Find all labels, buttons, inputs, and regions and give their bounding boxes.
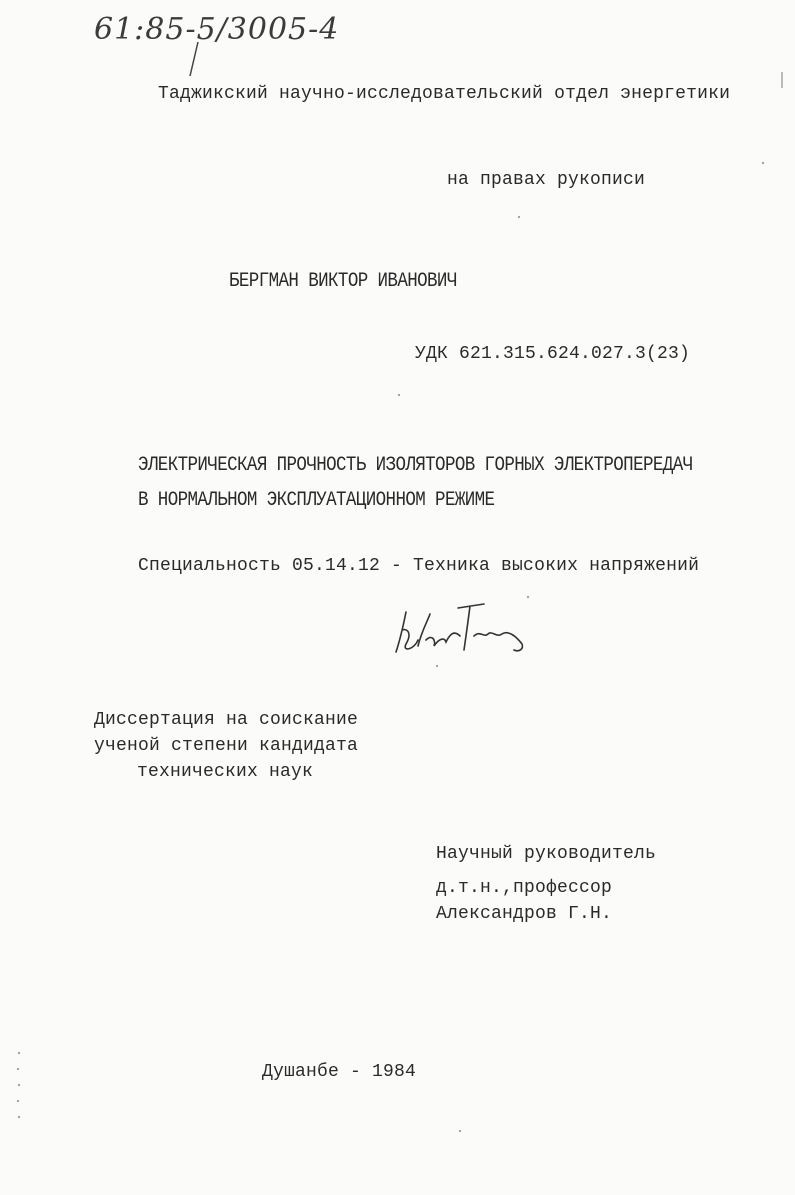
degree-line-2: ученой степени кандидата (94, 736, 359, 756)
degree-line-1: Диссертация на соискание (94, 710, 359, 730)
udc-code: УДК 621.315.624.027.3(23) (415, 344, 691, 364)
scan-speck (527, 596, 529, 598)
scan-speck (18, 1116, 20, 1118)
supervisor-rank: д.т.н.,профессор (436, 878, 613, 898)
specialty: Специальность 05.14.12 - Техника высоких напряжений (138, 556, 700, 576)
scan-speck (459, 1130, 461, 1132)
scan-speck (17, 1068, 19, 1070)
scan-speck (781, 72, 783, 88)
degree-line-3: технических наук (137, 762, 314, 782)
archive-number: 61:85-5/3005-4 (94, 12, 340, 47)
supervisor-name: Александров Г.Н. (436, 904, 613, 924)
scan-speck (398, 394, 400, 396)
organization-name: Таджикский научно-исследовательский отдел энергетики (158, 84, 731, 104)
dissertation-title-line-2: В НОРМАЛЬНОМ ЭКСПЛУАТАЦИОННОМ РЕЖИМЕ (138, 489, 495, 512)
scan-speck (18, 1052, 20, 1054)
scan-speck (18, 1084, 20, 1086)
supervisor-label: Научный руководитель (436, 844, 657, 864)
place-year: Душанбе - 1984 (262, 1062, 417, 1082)
scan-speck (762, 162, 764, 164)
manuscript-note: на правах рукописи (447, 170, 646, 190)
scan-speck (518, 216, 520, 218)
scan-speck (17, 1100, 19, 1102)
dissertation-title-line-1: ЭЛЕКТРИЧЕСКАЯ ПРОЧНОСТЬ ИЗОЛЯТОРОВ ГОРНЫХ ЭЛЕКТРОПЕРЕДАЧ (138, 454, 693, 477)
author-name: БЕРГМАН ВИКТОР ИВАНОВИЧ (229, 270, 457, 293)
scan-speck (436, 665, 438, 667)
signature (388, 600, 548, 670)
